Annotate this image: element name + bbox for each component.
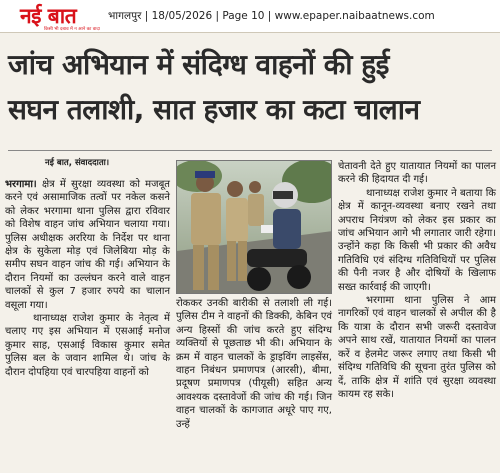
- newspaper-logo[interactable]: [10, 3, 100, 32]
- news-photo[interactable]: [176, 160, 332, 294]
- headline-divider: [8, 150, 492, 151]
- article-column-1: [5, 178, 170, 379]
- masthead-bar: [0, 0, 500, 33]
- paragraph: चेतावनी देते हुए यातायात नियमों का पालन करने की हिदायत दी गई।: [338, 161, 496, 186]
- article-column-3: [338, 160, 496, 401]
- paragraph: थानाध्यक्ष राजेश कुमार ने बताया कि क्षेत्र में कानून-व्यवस्था बनाए रखने तथा अपराध नियंत्रण को लेकर इस प्रकार का जांच अभियान आगे भी लगातार जारी रहेगा। उन्होंने कहा कि किसी भी प्रकार की अवैध गतिविधि एवं संदिग्ध गतिविधियों पर पुलिस की पैनी नजर है और दोषियों के खिलाफ सख्त कार्रवाई की जाएगी।: [338, 187, 496, 293]
- headline-line-2: सघन तलाशी, सात हजार का कटा चालान: [8, 93, 420, 126]
- paragraph-text: क्षेत्र में सुरक्षा व्यवस्था को मजबूत करने एवं असामाजिक तत्वों पर नकेल कसने को लेकर भरगामा थाना पुलिस द्वारा रविवार को विशेष वाहन जांच अभियान चलाया गया। पुलिस अधीक्षक अररिया के निर्देश पर थाना क्षेत्र के सुकेला मोड़ एवं जिलेबिया मोड़ के समीप सघन वाहन जांच की गई। अभियान के दौरान नियमों का उल्लंघन करने वाले वाहन चालकों से कुल 7 हजार रुपये का चालान वसूला गया।: [5, 179, 170, 311]
- headline-line-1: जांच अभियान में संदिग्ध वाहनों की हुई: [8, 48, 389, 81]
- dateline: भरगामा।: [5, 179, 37, 190]
- logo-tagline: किसी भी दबाव में न आने का वादा: [44, 27, 100, 32]
- logo-text: नई बात: [20, 4, 77, 28]
- paragraph: थानाध्यक्ष राजेश कुमार के नेतृत्व में चलाए गए इस अभियान में एसआई मनोज कुमार साह, एसआई विकास कुमार समेत पुलिस बल के जवान शामिल थे। जांच के दौरान दोपहिया एवं चारपहिया वाहनों को: [5, 313, 170, 378]
- paragraph: [5, 178, 170, 312]
- police-checking-photo: [177, 161, 332, 294]
- paragraph: रोककर उनकी बारीकी से तलाशी ली गई। पुलिस टीम ने वाहनों की डिक्की, केबिन एवं अन्य हिस्सों की जांच करते हुए संदिग्ध व्यक्तियों से पूछताछ भी की। अभियान के क्रम में वाहन चालकों के ड्राइविंग लाइसेंस, वाहन निबंधन प्रमाणपत्र (आरसी), बीमा, प्रदूषण प्रमाणपत्र (पीयूसी) सहित अन्य आवश्यक दस्तावेजों की जांच की गई। जिन वाहन चालकों के कागजात अधूरे पाए गए, उन्हें: [176, 298, 332, 430]
- article-headline: [8, 46, 494, 130]
- paragraph: भरगामा थाना पुलिस ने आम नागरिकों एवं वाहन चालकों से अपील की है कि यात्रा के दौरान सभी जरूरी दस्तावेज अपने साथ रखें, यातायात नियमों का पालन करें व हेलमेट जरूर लगाए तथा किसी भी संदिग्ध गतिविधि की सूचना तुरंत पुलिस को दें, ताकि क्षेत्र में शांति एवं सुरक्षा व्यवस्था कायम रह सके।: [338, 295, 496, 400]
- edition-meta: भागलपुर | 18/05/2026 | Page 10 | www.epaper.naibaatnews.com: [108, 10, 435, 22]
- byline: नई बात, संवाददाता।: [45, 158, 110, 168]
- article-column-2: [176, 297, 332, 431]
